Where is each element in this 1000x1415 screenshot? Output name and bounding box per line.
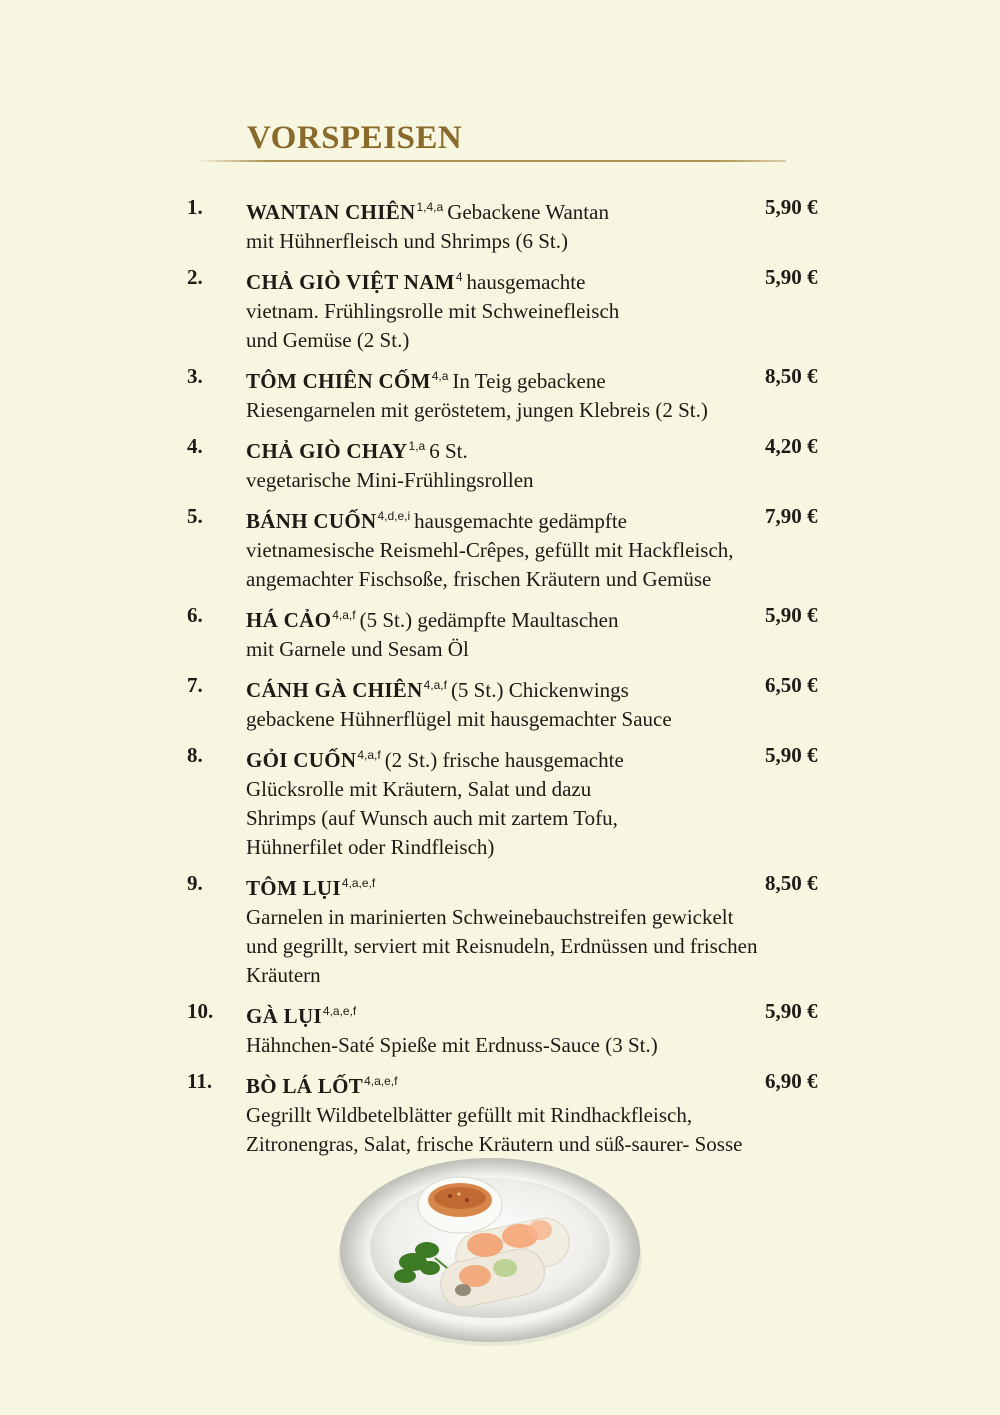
item-description: Zitronengras, Salat, frische Kräutern und süß-saurer- Sosse: [246, 1132, 743, 1156]
menu-item: [0, 1067, 1000, 1159]
item-name: GÀ LỤI: [246, 1004, 322, 1028]
item-price: 4,20 €: [765, 434, 818, 458]
item-price: 8,50 €: [765, 364, 818, 388]
item-number: 11.: [187, 1069, 213, 1093]
item-description: Glücksrolle mit Kräutern, Salat und dazu: [246, 777, 592, 801]
item-description: mit Garnele und Sesam Öl: [246, 637, 469, 661]
item-description: In Teig gebackene: [452, 369, 606, 393]
allergen-codes: 4,d,e,i: [377, 509, 411, 523]
allergen-codes: 1,a: [408, 439, 426, 453]
item-price: 6,50 €: [765, 673, 818, 697]
menu-item: [0, 502, 1000, 594]
allergen-codes: 4,a: [431, 369, 449, 383]
spring-rolls-plate-image: [335, 1150, 645, 1350]
item-name: CÁNH GÀ CHIÊN: [246, 678, 423, 702]
item-description: Hähnchen-Saté Spieße mit Erdnuss-Sauce (3 St.): [246, 1033, 658, 1057]
item-name: BÒ LÁ LỐT: [246, 1074, 364, 1098]
item-description: Garnelen in marinierten Schweinebauchstreifen gewickelt: [246, 905, 734, 929]
item-description: vietnam. Frühlingsrolle mit Schweinefleisch: [246, 299, 620, 323]
allergen-codes: 1,4,a: [416, 200, 444, 214]
item-price: 8,50 €: [765, 871, 818, 895]
menu-item: [0, 263, 1000, 355]
item-description: 6 St.: [429, 439, 468, 463]
allergen-codes: 4,a,f: [332, 608, 356, 622]
item-price: 6,90 €: [765, 1069, 818, 1093]
item-name: BÁNH CUỐN: [246, 509, 377, 533]
allergen-codes: 4,a,e,f: [322, 1004, 357, 1018]
item-description: und Gemüse (2 St.): [246, 328, 410, 352]
menu-item: [0, 741, 1000, 862]
item-description: und gegrillt, serviert mit Reisnudeln, Erdnüssen und frischen: [246, 934, 758, 958]
item-description: gebackene Hühnerflügel mit hausgemachter Sauce: [246, 707, 672, 731]
item-name: HÁ CẢO: [246, 608, 332, 632]
item-number: 4.: [187, 434, 203, 458]
menu-item: [0, 362, 1000, 425]
item-number: 5.: [187, 504, 203, 528]
item-name: CHẢ GIÒ VIỆT NAM: [246, 270, 455, 294]
allergen-codes: 4,a,f: [357, 748, 381, 762]
item-description: hausgemachte gedämpfte: [414, 509, 627, 533]
item-number: 8.: [187, 743, 203, 767]
item-number: 3.: [187, 364, 203, 388]
menu-item: [0, 193, 1000, 256]
item-name: WANTAN CHIÊN: [246, 200, 416, 224]
item-description: vietnamesische Reismehl-Crêpes, gefüllt mit Hackfleisch,: [246, 538, 734, 562]
item-description: (5 St.) Chickenwings: [450, 678, 629, 702]
item-number: 9.: [187, 871, 203, 895]
item-number: 1.: [187, 195, 203, 219]
menu-item: [0, 432, 1000, 495]
item-description: Gebackene Wantan: [447, 200, 609, 224]
section-title: VORSPEISEN: [247, 120, 463, 156]
allergen-codes: 4,a,f: [423, 678, 447, 692]
item-number: 10.: [187, 999, 214, 1023]
item-price: 5,90 €: [765, 999, 818, 1023]
allergen-codes: 4: [455, 270, 463, 284]
menu-item: [0, 997, 1000, 1060]
item-description: (2 St.) frische hausgemachte: [384, 748, 624, 772]
item-name: CHẢ GIÒ CHAY: [246, 439, 408, 463]
item-description: (5 St.) gedämpfte Maultaschen: [359, 608, 619, 632]
menu-item: [0, 601, 1000, 664]
item-price: 5,90 €: [765, 743, 818, 767]
item-name: TÔM CHIÊN CỐM: [246, 369, 431, 393]
item-number: 2.: [187, 265, 203, 289]
allergen-codes: 4,a,e,f: [341, 876, 376, 890]
item-description: vegetarische Mini-Frühlingsrollen: [246, 468, 534, 492]
item-description: Hühnerfilet oder Rindfleisch): [246, 835, 495, 859]
item-description: Kräutern: [246, 963, 321, 987]
item-number: 6.: [187, 603, 203, 627]
menu-item: [0, 671, 1000, 734]
menu-list: [0, 193, 1000, 1166]
item-name: GỎI CUỐN: [246, 748, 357, 772]
item-description: Gegrillt Wildbetelblätter gefüllt mit Rindhackfleisch,: [246, 1103, 693, 1127]
menu-item: [0, 869, 1000, 990]
item-price: 5,90 €: [765, 265, 818, 289]
item-price: 5,90 €: [765, 195, 818, 219]
item-price: 7,90 €: [765, 504, 818, 528]
item-name: TÔM LỤI: [246, 876, 341, 900]
item-description: mit Hühnerfleisch und Shrimps (6 St.): [246, 229, 568, 253]
item-description: Riesengarnelen mit geröstetem, jungen Klebreis (2 St.): [246, 398, 708, 422]
allergen-codes: 4,a,e,f: [364, 1074, 398, 1088]
item-description: angemachter Fischsoße, frischen Kräutern und Gemüse: [246, 567, 712, 591]
item-price: 5,90 €: [765, 603, 818, 627]
item-description: hausgemachte: [466, 270, 586, 294]
title-divider: [196, 160, 786, 162]
item-number: 7.: [187, 673, 203, 697]
item-description: Shrimps (auf Wunsch auch mit zartem Tofu,: [246, 806, 618, 830]
